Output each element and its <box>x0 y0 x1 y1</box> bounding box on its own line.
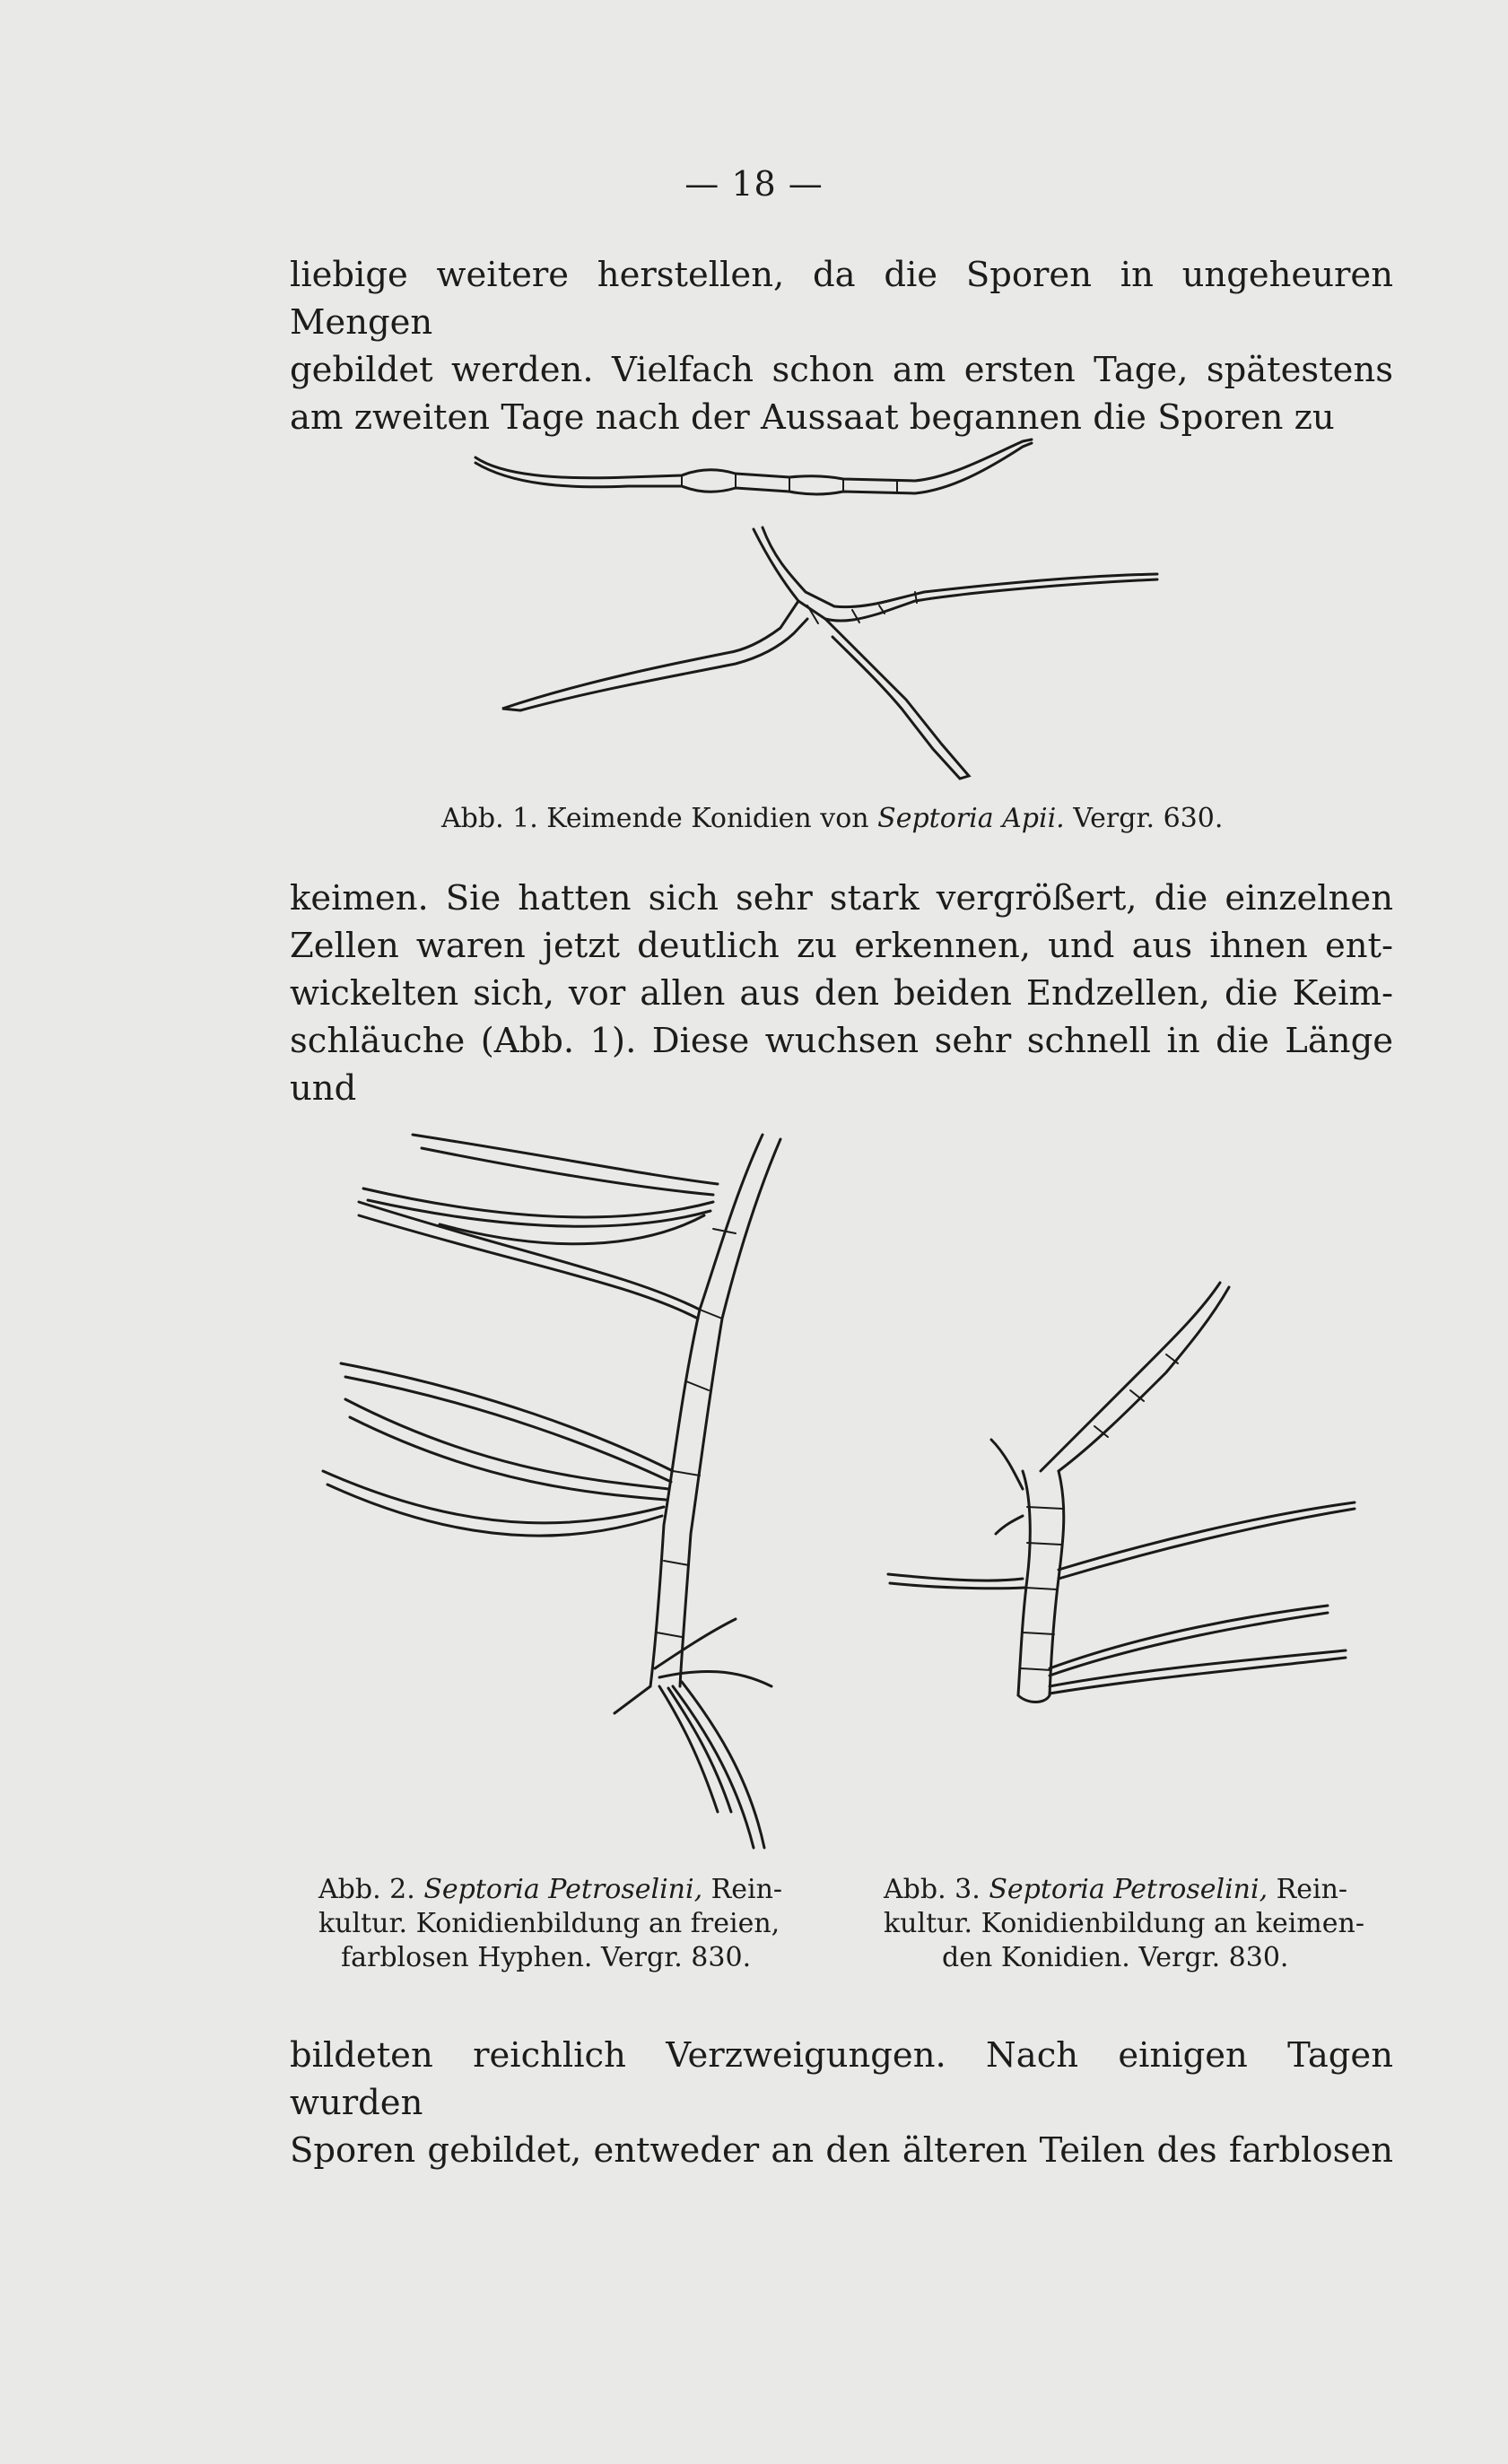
caption-species: Septoria Apii. <box>877 803 1065 834</box>
text-line: schläuche (Abb. 1). Diese wuchsen sehr schnell in die Länge und <box>290 1021 1393 1109</box>
caption-text: Abb. 3. <box>884 1874 989 1905</box>
figure-3-caption <box>884 1873 1364 1975</box>
paragraph-top <box>290 251 1393 441</box>
caption-text: Rein- <box>702 1874 783 1905</box>
caption-species: Septoria Petroselini, <box>989 1874 1268 1905</box>
figure-3-illustration <box>879 1274 1382 1740</box>
figure-1-illustration <box>449 422 1256 789</box>
page-number: — 18 — <box>684 164 824 204</box>
caption-text: Rein- <box>1268 1874 1348 1905</box>
text-line: liebige weitere herstellen, da die Sporen in ungeheuren Mengen <box>290 255 1393 343</box>
text-line: Zellen waren jetzt deutlich zu erkennen, und aus ihnen ent- <box>290 926 1393 966</box>
caption-text: Vergr. 630. <box>1064 803 1224 834</box>
caption-species: Septoria Petroselini, <box>423 1874 703 1905</box>
figure-2-caption <box>318 1873 782 1975</box>
caption-line: kultur. Konidienbildung an freien, <box>318 1908 780 1939</box>
text-line: wickelten sich, vor allen aus den beiden Endzellen, die Keim- <box>290 973 1393 1014</box>
text-line: Sporen gebildet, entweder an den älteren Teilen des farblosen <box>290 2130 1393 2171</box>
figure-1-caption <box>441 802 1223 836</box>
text-line: am zweiten Tage nach der Aussaat begannen die Sporen zu <box>290 397 1335 438</box>
paragraph-middle <box>290 875 1393 1112</box>
caption-line <box>318 1873 782 1907</box>
text-line: gebildet werden. Vielfach schon am ersten Tage, spätestens <box>290 350 1393 390</box>
caption-line <box>884 1873 1364 1907</box>
caption-line: kultur. Konidienbildung an keimen- <box>884 1908 1364 1939</box>
paragraph-bottom <box>290 2032 1393 2174</box>
text-line: keimen. Sie hatten sich sehr stark vergrößert, die einzelnen <box>290 878 1393 919</box>
figure-2-illustration <box>305 1094 807 1857</box>
text-line: bildeten reichlich Verzweigungen. Nach einigen Tagen wurden <box>290 2035 1393 2123</box>
caption-text: Abb. 2. <box>318 1874 424 1905</box>
caption-text: Abb. 1. Keimende Konidien von <box>441 803 878 834</box>
caption-line: den Konidien. Vergr. 830. <box>942 1942 1289 1973</box>
caption-line: farblosen Hyphen. Vergr. 830. <box>341 1942 752 1973</box>
